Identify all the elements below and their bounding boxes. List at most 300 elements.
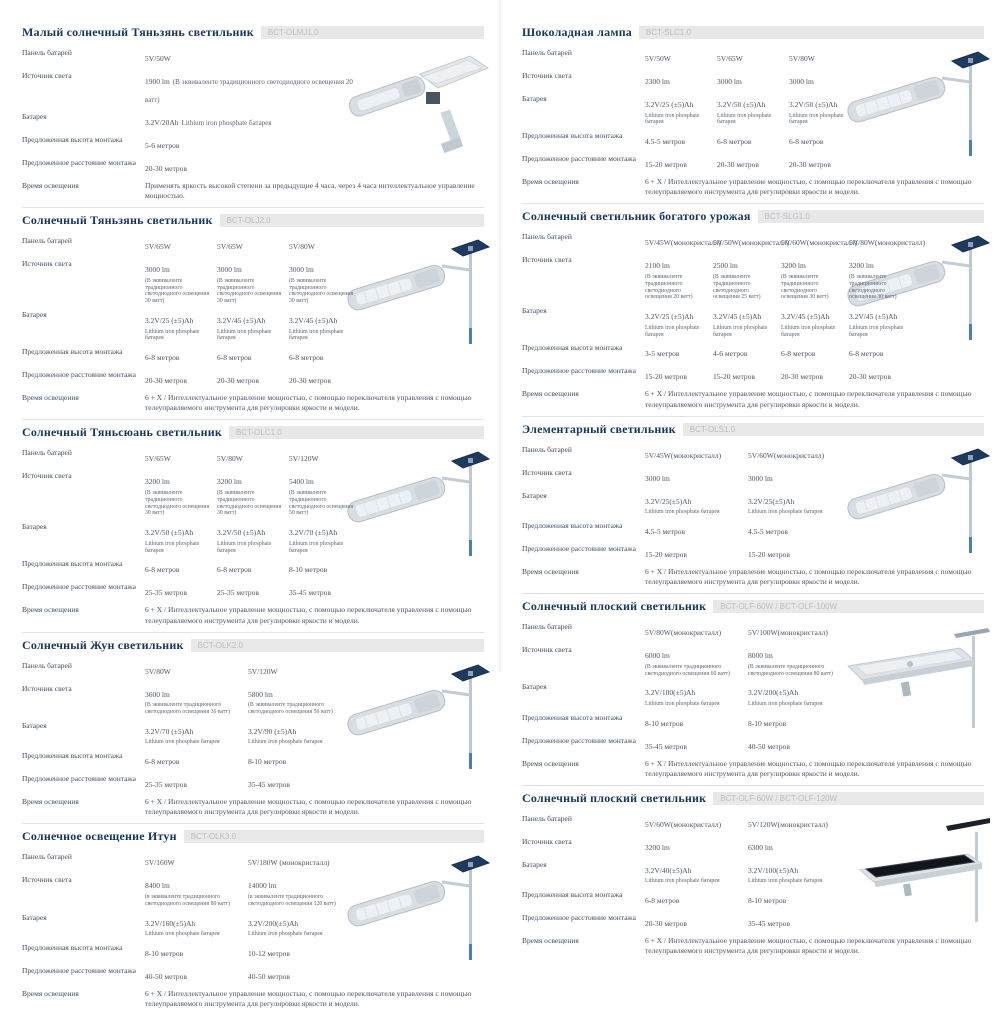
- spec-value: 8-10 метров: [289, 565, 328, 575]
- spec-cell: [748, 837, 846, 855]
- spec-label: Источник света: [22, 683, 72, 693]
- spec-value: 15-20 метров: [713, 372, 755, 382]
- spec-cell: [145, 522, 212, 554]
- spec-row-panel: [22, 236, 356, 254]
- spec-label: Время освещения: [22, 605, 79, 615]
- spec-row-battery: [522, 306, 912, 338]
- spec-value: 5V/100W(монокристалл): [748, 628, 828, 638]
- spec-value: 35-45 метров: [748, 919, 790, 929]
- spec-value: 3000 lm: [289, 265, 314, 275]
- section-body: [22, 236, 484, 413]
- spec-note: Lithium iron phosphate батарея: [748, 700, 823, 707]
- spec-cell: [748, 622, 846, 640]
- spec-rows: [522, 445, 984, 562]
- spec-label: Время освещения: [22, 988, 79, 998]
- spec-label: Панель батарей: [22, 660, 72, 670]
- spec-value: 40-50 метров: [748, 741, 790, 751]
- spec-row-battery: [22, 913, 346, 938]
- model-badge: BCT-OLS1.0: [683, 423, 984, 436]
- spec-cell: [789, 71, 856, 89]
- spec-value: 3.2V/50 (±5)Ah: [217, 528, 266, 538]
- section-title: Солнечное освещение Итун: [22, 829, 177, 844]
- spec-value: 3.2V/200(±5)Ah: [748, 688, 799, 698]
- spec-cell: [645, 131, 712, 149]
- spec-cell: [145, 310, 212, 342]
- spec-label: Панель батарей: [522, 232, 572, 242]
- spec-row-time: [22, 605, 484, 625]
- spec-rows: [522, 232, 984, 384]
- spec-row-battery: [522, 682, 846, 707]
- spec-cell: [145, 684, 243, 716]
- spec-value: 3.2V/50 (±5)Ah: [145, 528, 194, 538]
- spec-cell: [645, 491, 743, 516]
- spec-value: 3.2V/25(±5)Ah: [645, 496, 692, 506]
- spec-value: 6-8 метров: [781, 349, 816, 359]
- spec-value: 20-30 метров: [789, 160, 831, 170]
- spec-value: 6300 lm: [748, 842, 773, 852]
- spec-cell: [789, 48, 856, 66]
- spec-cell: [217, 236, 284, 254]
- model-badge: BCT-OLK2.0: [191, 639, 484, 652]
- spec-label: Панель батарей: [22, 448, 72, 458]
- section-header: [522, 422, 984, 437]
- spec-cell: [289, 236, 356, 254]
- spec-cell: [145, 943, 243, 961]
- spec-cell: [645, 622, 743, 640]
- spec-cell: [781, 255, 844, 301]
- spec-cell: [248, 943, 346, 961]
- spec-label: Источник света: [522, 71, 572, 80]
- page-left: [0, 0, 500, 1009]
- spec-value: 20-30 метров: [145, 164, 187, 173]
- spec-value: 5V/65W: [217, 242, 243, 252]
- product-section: [22, 632, 484, 824]
- spec-label: Батарея: [522, 94, 547, 103]
- section-header: [22, 829, 484, 844]
- spec-row-panel: [522, 48, 856, 66]
- spec-rows: [522, 814, 984, 931]
- spec-value: 5V/65W: [145, 242, 171, 252]
- spec-row-time: [522, 177, 984, 197]
- spec-value: 6-8 метров: [145, 565, 180, 575]
- spec-label: Предложенное расстояние монтажа: [22, 582, 136, 592]
- spec-note: (В эквиваленте традиционного светодиодного освещения 56 ватт): [248, 702, 333, 716]
- spec-note: (В эквиваленте традиционного светодиодного освещения 30 ватт): [145, 277, 210, 305]
- spec-value: 6-8 метров: [645, 896, 680, 906]
- spec-cell: [789, 94, 856, 126]
- spec-row-source: [22, 259, 356, 305]
- spec-value: 8400 lm: [145, 881, 170, 891]
- spec-row-height: [522, 713, 846, 731]
- spec-row-distance: [522, 913, 846, 931]
- spec-value: 3.2V/160(±5)Ah: [145, 918, 196, 928]
- spec-cell: [145, 661, 243, 679]
- section-title: Солнечный Тяньзянь светильник: [22, 213, 213, 228]
- spec-cell: [248, 852, 346, 870]
- spec-row-source: [522, 255, 912, 301]
- spec-label: Предложенное расстояние монтажа: [522, 154, 636, 164]
- spec-row-source: [22, 684, 346, 716]
- spec-label: Батарея: [522, 859, 547, 869]
- spec-note: Lithium iron phosphate батарея: [645, 324, 700, 338]
- spec-label: Предложенная высота монтажа: [22, 942, 123, 952]
- model-badge: BCT-OLK3.0: [184, 830, 484, 843]
- spec-row-distance: [22, 582, 356, 600]
- product-section: [22, 419, 484, 631]
- spec-label: Предложенная высота монтажа: [22, 751, 123, 761]
- spec-label: Время освещения: [22, 393, 79, 403]
- spec-value: 8-10 метров: [248, 757, 287, 767]
- spec-cell: [717, 48, 784, 66]
- spec-row-panel: [22, 852, 346, 870]
- spec-note: (в эквиваленте традиционного светодиодного освещения 120 ватт): [248, 893, 336, 907]
- spec-row-height: [522, 521, 846, 539]
- spec-label: Источник света: [522, 836, 572, 846]
- spec-cell: [645, 468, 743, 486]
- spec-value: 8-10 метров: [645, 718, 684, 728]
- spec-value: 5V/80W(монокристалл): [849, 238, 926, 248]
- product-section: [522, 785, 984, 963]
- spec-row-distance: [522, 736, 846, 754]
- spec-cell: [217, 522, 284, 554]
- spec-note: Lithium iron phosphate батарея: [849, 324, 904, 338]
- spec-label: Источник света: [522, 645, 572, 655]
- section-body: [22, 661, 484, 818]
- spec-label: Батарея: [22, 522, 47, 532]
- spec-value: 3.2V/70 (±5)Ah: [289, 528, 338, 538]
- spec-value: 3.2V/25(±5)Ah: [748, 496, 795, 506]
- spec-row-time: [522, 759, 984, 779]
- spec-cell: [145, 158, 356, 176]
- spec-cell: [217, 448, 284, 466]
- spec-note: (В эквиваленте традиционного светодиодного освещения 30 ватт): [849, 273, 897, 301]
- spec-cell: [748, 890, 846, 908]
- section-header: [522, 791, 984, 806]
- spec-cell: [645, 232, 722, 250]
- spec-value: 2100 lm: [645, 261, 670, 271]
- spec-value: 4.5-5 метров: [645, 137, 685, 147]
- spec-row-time: [22, 797, 484, 817]
- spec-value: 10-12 метров: [248, 948, 290, 958]
- spec-cell: [849, 232, 926, 250]
- spec-cell: [748, 713, 846, 731]
- product-section: [522, 416, 984, 594]
- product-section: [22, 823, 484, 1015]
- spec-label: Время освещения: [522, 389, 579, 399]
- spec-row-time: [522, 936, 984, 956]
- model-badge: BCT-OLF-60W / BCT-OLF-100W: [713, 600, 984, 613]
- section-body: [22, 448, 484, 625]
- spec-cell: [645, 645, 743, 677]
- spec-note: (В эквиваленте традиционного светодиодного освещения 30 ватт): [289, 277, 354, 305]
- spec-value: 35-45 метров: [248, 780, 290, 790]
- spec-label: Панель батарей: [522, 444, 572, 454]
- spec-cell: [789, 131, 856, 149]
- product-section: [522, 203, 984, 415]
- spec-row-source: [522, 71, 856, 89]
- spec-row-panel: [522, 232, 926, 250]
- spec-value: 3200 lm: [645, 842, 670, 852]
- spec-label: Предложенная высота монтажа: [22, 559, 123, 569]
- spec-row-panel: [22, 448, 356, 466]
- spec-value: 5V/120W: [289, 454, 319, 464]
- spec-label: Предложенное расстояние монтажа: [22, 965, 136, 975]
- spec-value: 6-8 метров: [217, 353, 252, 363]
- spec-value: 3.2V/50 (±5)Ah: [789, 100, 838, 109]
- spec-value: 3000 lm: [748, 473, 773, 483]
- spec-note: Lithium iron phosphate батарея: [181, 119, 272, 127]
- model-badge: BCT-SLC1.0: [639, 26, 984, 39]
- spec-cell: [849, 306, 912, 338]
- spec-cell: [645, 713, 743, 731]
- spec-value: 40-50 метров: [145, 971, 187, 981]
- spec-label: Панель батарей: [522, 622, 572, 632]
- spec-cell: [713, 343, 776, 361]
- spec-cell: [145, 875, 243, 907]
- spec-note: Lithium iron phosphate батарея: [781, 324, 836, 338]
- lighting-time-value: 6 + X / Интеллектуальное управление мощностью, с помощью переключателя управления с помощью телеуправляемого инструмента для регулировки яркости и модели.: [645, 936, 972, 956]
- spec-value: 5-6 метров: [145, 141, 180, 150]
- spec-cell: [145, 774, 243, 792]
- section-header: [22, 213, 484, 228]
- spec-note: Lithium iron phosphate батарея: [217, 540, 272, 554]
- spec-row-height: [22, 559, 356, 577]
- spec-value: 5V/180W (монокристалл): [248, 858, 330, 868]
- spec-label: Время освещения: [522, 177, 579, 187]
- spec-row-source: [22, 875, 346, 907]
- spec-row-source: [522, 645, 846, 677]
- spec-value: 3.2V/100(±5)Ah: [645, 688, 696, 698]
- spec-cell: [713, 232, 790, 250]
- spec-value: 6000 lm: [645, 651, 670, 661]
- spec-label: Предложенная высота монтажа: [522, 520, 623, 530]
- spec-value: 3.2V/70 (±5)Ah: [145, 726, 194, 736]
- spec-value: 3600 lm: [145, 689, 170, 699]
- spec-value: 3000 lm: [217, 265, 242, 275]
- spec-value: 2300 lm: [645, 77, 670, 86]
- spec-value: 8000 lm: [748, 651, 773, 661]
- spec-row-source: [522, 468, 846, 486]
- lighting-time-value: 6 + X / Интеллектуальное управление мощностью, с помощью переключателя управления с помощью телеуправляемого инструмента для регулировки яркости и модели.: [145, 988, 472, 1009]
- spec-value: 3.2V/200(±5)Ah: [248, 918, 299, 928]
- spec-note: Lithium iron phosphate батарея: [717, 112, 772, 126]
- section-title: Солнечный плоский светильник: [522, 599, 707, 614]
- spec-row-distance: [522, 366, 912, 384]
- spec-value: 5V/80W: [217, 454, 243, 464]
- spec-cell: [217, 259, 284, 305]
- page-fold-divider: [499, 0, 501, 672]
- spec-row-battery: [22, 112, 356, 130]
- spec-label: Батарея: [22, 912, 47, 922]
- spec-cell: [645, 521, 743, 539]
- spec-cell: [781, 232, 858, 250]
- spec-cell: [645, 255, 708, 301]
- spec-cell: [248, 774, 346, 792]
- spec-note: (В эквиваленте традиционного светодиодного освещения 20 ватт): [145, 78, 353, 104]
- lighting-time-value: 6 + X / Интеллектуальное управление мощностью, с помощью переключателя управления с помощью телеуправляемого инструмента для регулировки яркости и модели.: [145, 605, 472, 625]
- spec-row-panel: [22, 48, 356, 66]
- spec-cell: [748, 860, 846, 885]
- spec-cell: [717, 131, 784, 149]
- spec-cell: [645, 306, 708, 338]
- spec-cell: [748, 913, 846, 931]
- section-body: [522, 622, 984, 779]
- lighting-time-value: Применять яркость высокой степени за предыдущие 4 часа, через 4 часа интеллектуальное управление мощностью.: [145, 181, 475, 201]
- spec-value: 3000 lm: [145, 265, 170, 275]
- spec-cell: [748, 445, 846, 463]
- spec-value: 6-8 метров: [217, 565, 252, 575]
- spec-value: 3.2V/50 (±5)Ah: [717, 100, 766, 109]
- spec-note: Lithium iron phosphate батарея: [145, 739, 220, 746]
- spec-row-time: [22, 181, 484, 201]
- spec-value: 20-30 метров: [217, 376, 259, 386]
- spec-label: Время освещения: [22, 181, 79, 190]
- spec-cell: [713, 255, 776, 301]
- spec-cell: [645, 445, 743, 463]
- section-title: Солнечный Тяньсюань светильник: [22, 425, 222, 440]
- spec-note: Lithium iron phosphate батарея: [248, 739, 323, 746]
- spec-cell: [781, 366, 844, 384]
- spec-note: Lithium iron phosphate батарея: [145, 931, 220, 938]
- spec-value: 3.2V/45 (±5)Ah: [781, 312, 830, 322]
- spec-cell: [289, 582, 356, 600]
- spec-cell: [289, 448, 356, 466]
- section-body: [522, 48, 984, 197]
- spec-note: (В эквиваленте традиционного светодиодного освещения 30 ватт): [145, 489, 210, 517]
- spec-value: 5V/80W: [145, 666, 171, 676]
- spec-note: (В эквиваленте традиционного светодиодного освещения 60 ватт): [645, 663, 730, 677]
- spec-label: Источник света: [22, 471, 72, 481]
- spec-label: Батарея: [522, 306, 547, 316]
- spec-value: 3000 lm: [717, 77, 742, 86]
- section-header: [22, 425, 484, 440]
- product-section: [22, 20, 484, 207]
- spec-label: Предложенная высота монтажа: [22, 347, 123, 357]
- spec-value: 25-35 метров: [145, 780, 187, 790]
- spec-cell: [145, 852, 243, 870]
- spec-label: Предложенное расстояние монтажа: [522, 366, 636, 376]
- spec-note: Lithium iron phosphate батарея: [713, 324, 768, 338]
- spec-label: Предложенная высота монтажа: [22, 135, 123, 144]
- spec-cell: [645, 154, 712, 172]
- spec-cell: [217, 347, 284, 365]
- spec-cell: [145, 721, 243, 746]
- spec-value: 6-8 метров: [717, 137, 752, 147]
- spec-cell: [248, 661, 346, 679]
- spec-value: 8-10 метров: [748, 896, 787, 906]
- spec-note: Lithium iron phosphate батарея: [645, 509, 720, 516]
- spec-note: Lithium iron phosphate батарея: [289, 540, 344, 554]
- spec-cell: [248, 721, 346, 746]
- spec-value: 5800 lm: [248, 689, 273, 699]
- spec-note: (в эквиваленте традиционного светодиодного освещения 80 ватт): [145, 893, 230, 907]
- section-header: [22, 638, 484, 653]
- section-body: [522, 232, 984, 409]
- spec-value: 5V/45W(монокристалл): [645, 450, 722, 460]
- spec-value: 20-30 метров: [289, 376, 331, 386]
- spec-cell: [748, 645, 846, 677]
- spec-label: Время освещения: [522, 936, 579, 946]
- spec-row-time: [22, 989, 484, 1009]
- spec-value: 8-10 метров: [145, 948, 184, 958]
- model-badge: BCT-SLG1.0: [758, 210, 984, 223]
- spec-note: Lithium iron phosphate батарея: [645, 112, 700, 126]
- spec-note: Lithium iron phosphate батарея: [248, 931, 323, 938]
- spec-row-panel: [22, 661, 346, 679]
- spec-value: 3.2V/90 (±5)Ah: [248, 726, 297, 736]
- spec-value: 25-35 метров: [217, 588, 259, 598]
- spec-cell: [145, 913, 243, 938]
- spec-cell: [645, 343, 708, 361]
- spec-row-battery: [22, 721, 346, 746]
- spec-cell: [748, 468, 846, 486]
- spec-cell: [849, 343, 912, 361]
- spec-row-battery: [522, 491, 846, 516]
- spec-row-source: [22, 471, 356, 517]
- spec-cell: [289, 347, 356, 365]
- lighting-time-value: 6 + X / Интеллектуальное управление мощностью, с помощью переключателя управления с помощью телеуправляемого инструмента для регулировки яркости и модели.: [645, 389, 972, 409]
- spec-cell: [717, 94, 784, 126]
- product-section: [522, 593, 984, 785]
- spec-value: 5V/50W(монокристалл): [713, 238, 790, 248]
- lighting-time-value: 6 + X / Интеллектуальное управление мощностью, с помощью переключателя управления с помощью телеуправляемого инструмента для регулировки яркости и модели.: [145, 393, 472, 413]
- spec-row-distance: [22, 158, 356, 176]
- spec-cell: [289, 522, 356, 554]
- spec-value: 5V/60W(монокристалл): [645, 819, 722, 829]
- spec-cell: [145, 48, 356, 66]
- spec-rows: [22, 852, 484, 983]
- spec-note: Lithium iron phosphate батарея: [145, 328, 200, 342]
- spec-cell: [248, 751, 346, 769]
- spec-value: 5V/65W: [145, 454, 171, 464]
- spec-rows: [522, 622, 984, 753]
- spec-label: Источник света: [522, 467, 572, 477]
- lighting-time-value: 6 + X / Интеллектуальное управление мощностью, с помощью переключателя управления с помощью телеуправляемого инструмента для регулировки яркости и модели.: [645, 566, 972, 587]
- spec-row-height: [522, 343, 912, 361]
- spec-value: 15-20 метров: [645, 549, 687, 559]
- spec-label: Панель батарей: [22, 48, 72, 57]
- spec-cell: [713, 306, 776, 338]
- spec-value: 4.5-5 метров: [748, 526, 788, 536]
- spec-cell: [217, 471, 284, 517]
- spec-cell: [289, 370, 356, 388]
- spec-value: 5V/50W: [645, 54, 671, 63]
- spec-value: 6-8 метров: [849, 349, 884, 359]
- spec-note: (В эквиваленте традиционного светодиодного освещения 50 ватт): [289, 489, 354, 517]
- spec-value: 6-8 метров: [789, 137, 824, 147]
- spec-cell: [248, 684, 346, 716]
- model-badge: BCT-OLC1.0: [229, 426, 484, 439]
- spec-note: (В эквиваленте традиционного светодиодного освещения 30 ватт): [217, 277, 282, 305]
- spec-value: 3200 lm: [781, 261, 806, 271]
- spec-label: Батарея: [522, 490, 547, 500]
- spec-value: 3.2V/45 (±5)Ah: [289, 316, 338, 326]
- spec-cell: [849, 255, 912, 301]
- section-header: [22, 25, 484, 40]
- spec-label: Батарея: [22, 310, 47, 320]
- spec-value: 20-30 метров: [645, 919, 687, 929]
- spec-cell: [145, 582, 212, 600]
- spec-cell: [145, 236, 212, 254]
- model-badge: BCT-OLJ2.0: [220, 214, 484, 227]
- spec-label: Предложенная высота монтажа: [522, 131, 623, 141]
- section-body: [22, 48, 484, 201]
- section-body: [22, 852, 484, 1009]
- spec-label: Время освещения: [522, 758, 579, 768]
- spec-value: 20-30 метров: [781, 372, 823, 382]
- spec-value: 25-35 метров: [145, 588, 187, 598]
- spec-value: 3.2V/100(±5)Ah: [748, 865, 799, 875]
